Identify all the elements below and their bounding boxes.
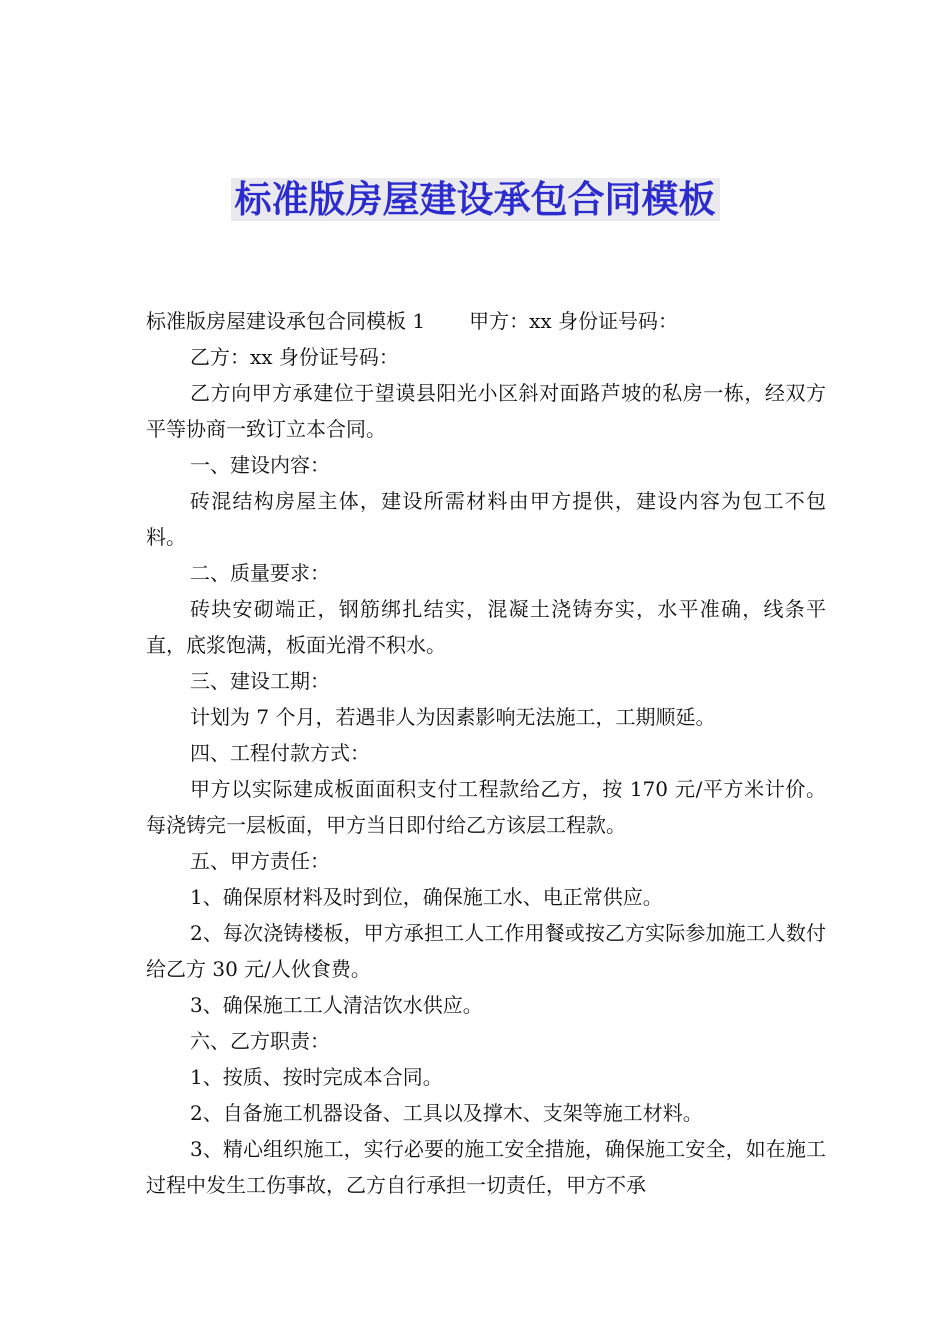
section-heading: 二、质量要求： [190, 561, 330, 585]
heading-line-left: 标准版房屋建设承包合同模板 1 [146, 309, 426, 333]
paragraph: 乙方：xx 身份证号码： [190, 345, 399, 369]
document-body [146, 303, 826, 1203]
paragraph: 计划为 7 个月，若遇非人为因素影响无法施工，工期顺延。 [190, 705, 716, 729]
paragraph: 乙方向甲方承建位于望谟县阳光小区斜对面路芦坡的私房一栋，经双方平等协商一致订立本合同。 [146, 381, 826, 441]
document-title [0, 172, 950, 228]
section-heading: 一、建设内容： [190, 453, 330, 477]
list-item: 2、自备施工机器设备、工具以及撑木、支架等施工材料。 [190, 1101, 703, 1125]
document-title-text: 标准版房屋建设承包合同模板 [231, 178, 720, 221]
section-heading: 六、乙方职责： [190, 1029, 330, 1053]
list-item: 1、确保原材料及时到位，确保施工水、电正常供应。 [190, 885, 663, 909]
paragraph: 砖块安砌端正，钢筋绑扎结实，混凝土浇铸夯实，水平准确，线条平直，底浆饱满，板面光滑不积水。 [146, 597, 826, 657]
list-item: 1、按质、按时完成本合同。 [190, 1065, 443, 1089]
section-heading: 三、建设工期： [190, 669, 330, 693]
heading-line [146, 303, 826, 339]
list-item: 3、精心组织施工，实行必要的施工安全措施，确保施工安全，如在施工过程中发生工伤事故，乙方自行承担一切责任，甲方不承 [146, 1137, 826, 1197]
section-heading: 四、工程付款方式： [190, 741, 370, 765]
paragraph: 砖混结构房屋主体，建设所需材料由甲方提供，建设内容为包工不包料。 [146, 489, 826, 549]
paragraph: 甲方以实际建成板面面积支付工程款给乙方，按 170 元/平方米计价。每浇铸完一层板面，甲方当日即付给乙方该层工程款。 [146, 777, 826, 837]
list-item: 2、每次浇铸楼板，甲方承担工人工作用餐或按乙方实际参加施工人数付给乙方 30 元/人伙食费。 [146, 921, 826, 981]
list-item: 3、确保施工工人清洁饮水供应。 [190, 993, 483, 1017]
heading-line-right: 甲方：xx 身份证号码： [469, 309, 679, 333]
section-heading: 五、甲方责任： [190, 849, 330, 873]
